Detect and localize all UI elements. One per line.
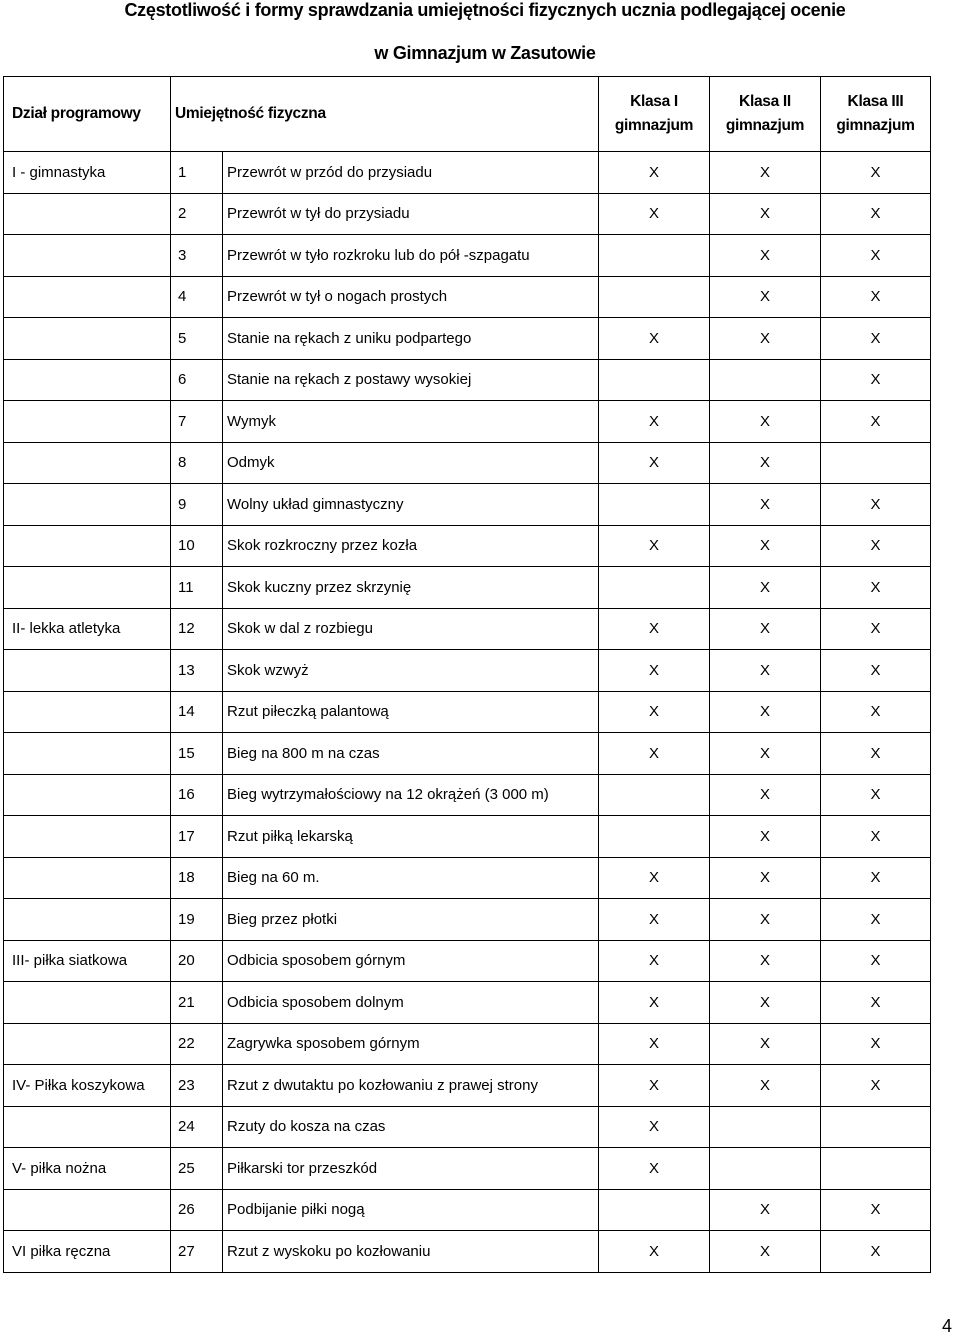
table-cell-klasa-2 [710, 1106, 821, 1148]
table-cell-number: 1 [171, 152, 223, 194]
document-title: Częstotliwość i formy sprawdzania umiejętności fizycznych ucznia podlegającej ocenie [124, 0, 846, 20]
table-cell-klasa-1 [599, 484, 710, 526]
table-cell-dzial [4, 733, 171, 775]
table-row [4, 235, 931, 277]
table-cell-dzial [4, 567, 171, 609]
table-row [4, 276, 931, 318]
table-cell-dzial [4, 193, 171, 235]
table-cell-dzial [4, 484, 171, 526]
table-cell-umiejetnosc: Zagrywka sposobem górnym [223, 1023, 599, 1065]
table-cell-klasa-2: X [710, 650, 821, 692]
table-cell-klasa-2: X [710, 235, 821, 277]
table-cell-klasa-1: X [599, 525, 710, 567]
table-cell-number: 27 [171, 1231, 223, 1273]
table-row [4, 857, 931, 899]
table-cell-klasa-3: X [821, 899, 931, 941]
table-cell-klasa-2 [710, 359, 821, 401]
table-row [4, 193, 931, 235]
header-klasa-3-line1: Klasa III [847, 93, 904, 110]
table-cell-number: 18 [171, 857, 223, 899]
table-cell-klasa-2: X [710, 276, 821, 318]
table-cell-klasa-3 [821, 1106, 931, 1148]
table-cell-klasa-3: X [821, 484, 931, 526]
table-cell-klasa-2: X [710, 691, 821, 733]
table-cell-klasa-2: X [710, 608, 821, 650]
table-row [4, 774, 931, 816]
table-cell-klasa-2: X [710, 857, 821, 899]
table-cell-klasa-2: X [710, 733, 821, 775]
table-cell-number: 24 [171, 1106, 223, 1148]
table-cell-number: 6 [171, 359, 223, 401]
table-row [4, 816, 931, 858]
table-row [4, 401, 931, 443]
table-cell-klasa-2: X [710, 1189, 821, 1231]
header-klasa-2-line1: Klasa II [739, 93, 791, 110]
table-cell-umiejetnosc: Bieg wytrzymałościowy na 12 okrążeń (3 000 m) [223, 774, 599, 816]
table-cell-number: 10 [171, 525, 223, 567]
table-row [4, 1189, 931, 1231]
table-cell-klasa-3: X [821, 1189, 931, 1231]
table-cell-klasa-1: X [599, 899, 710, 941]
table-cell-klasa-3: X [821, 525, 931, 567]
table-cell-klasa-1 [599, 816, 710, 858]
table-cell-umiejetnosc: Przewrót w tyło rozkroku lub do pół -szpagatu [223, 235, 599, 277]
table-row [4, 1231, 931, 1273]
table-cell-klasa-3: X [821, 401, 931, 443]
table-cell-klasa-3: X [821, 691, 931, 733]
table-cell-dzial [4, 857, 171, 899]
table-cell-dzial [4, 982, 171, 1024]
table-cell-klasa-1: X [599, 1231, 710, 1273]
table-cell-number: 12 [171, 608, 223, 650]
table-cell-number: 11 [171, 567, 223, 609]
table-row [4, 1148, 931, 1190]
table-row [4, 608, 931, 650]
table-cell-umiejetnosc: Skok kuczny przez skrzynię [223, 567, 599, 609]
table-cell-klasa-3: X [821, 982, 931, 1024]
table-cell-klasa-2: X [710, 152, 821, 194]
table-cell-klasa-3: X [821, 235, 931, 277]
table-cell-klasa-3: X [821, 1065, 931, 1107]
table-cell-dzial [4, 899, 171, 941]
table-cell-dzial: V- piłka nożna [4, 1148, 171, 1190]
table-cell-umiejetnosc: Przewrót w tył do przysiadu [223, 193, 599, 235]
document-subtitle: w Gimnazjum w Zasutowie [374, 43, 596, 63]
table-cell-dzial [4, 1106, 171, 1148]
table-cell-umiejetnosc: Odbicia sposobem górnym [223, 940, 599, 982]
table-row [4, 1065, 931, 1107]
table-cell-klasa-3: X [821, 193, 931, 235]
table-cell-klasa-1 [599, 567, 710, 609]
table-row [4, 359, 931, 401]
table-cell-dzial: I - gimnastyka [4, 152, 171, 194]
table-cell-klasa-3: X [821, 152, 931, 194]
table-cell-umiejetnosc: Skok w dal z rozbiegu [223, 608, 599, 650]
table-cell-number: 16 [171, 774, 223, 816]
table-cell-dzial [4, 691, 171, 733]
table-cell-dzial [4, 235, 171, 277]
table-cell-umiejetnosc: Stanie na rękach z uniku podpartego [223, 318, 599, 360]
table-cell-klasa-3: X [821, 940, 931, 982]
table-cell-umiejetnosc: Podbijanie piłki nogą [223, 1189, 599, 1231]
table-row [4, 484, 931, 526]
table-cell-klasa-2: X [710, 816, 821, 858]
table-cell-klasa-1: X [599, 1148, 710, 1190]
table-row [4, 650, 931, 692]
table-cell-number: 2 [171, 193, 223, 235]
table-cell-klasa-1 [599, 276, 710, 318]
table-cell-klasa-3: X [821, 1023, 931, 1065]
table-cell-klasa-1: X [599, 1065, 710, 1107]
table-cell-klasa-2 [710, 1148, 821, 1190]
table-cell-klasa-2: X [710, 484, 821, 526]
table-cell-dzial [4, 816, 171, 858]
table-row [4, 940, 931, 982]
table-cell-klasa-1: X [599, 1023, 710, 1065]
table-cell-klasa-1: X [599, 193, 710, 235]
table-cell-dzial: IV- Piłka koszykowa [4, 1065, 171, 1107]
table-cell-number: 4 [171, 276, 223, 318]
table-cell-number: 7 [171, 401, 223, 443]
table-row [4, 733, 931, 775]
table-row [4, 899, 931, 941]
table-cell-klasa-2: X [710, 442, 821, 484]
table-cell-klasa-1: X [599, 1106, 710, 1148]
table-cell-umiejetnosc: Skok rozkroczny przez kozła [223, 525, 599, 567]
table-cell-klasa-1 [599, 235, 710, 277]
table-row [4, 982, 931, 1024]
table-cell-dzial [4, 1189, 171, 1231]
skills-table [3, 76, 931, 1273]
table-cell-number: 21 [171, 982, 223, 1024]
table-row [4, 1106, 931, 1148]
header-klasa-3-line2: gimnazjum [836, 117, 915, 134]
table-cell-umiejetnosc: Piłkarski tor przeszkód [223, 1148, 599, 1190]
table-cell-klasa-1: X [599, 857, 710, 899]
table-cell-umiejetnosc: Wymyk [223, 401, 599, 443]
table-cell-number: 23 [171, 1065, 223, 1107]
table-cell-number: 5 [171, 318, 223, 360]
table-cell-klasa-2: X [710, 567, 821, 609]
table-cell-klasa-3: X [821, 318, 931, 360]
table-row [4, 442, 931, 484]
table-cell-umiejetnosc: Bieg na 800 m na czas [223, 733, 599, 775]
table-cell-dzial: II- lekka atletyka [4, 608, 171, 650]
table-cell-klasa-2: X [710, 193, 821, 235]
table-cell-klasa-1 [599, 359, 710, 401]
table-cell-number: 26 [171, 1189, 223, 1231]
table-cell-klasa-2: X [710, 1231, 821, 1273]
table-cell-klasa-1 [599, 1189, 710, 1231]
table-cell-klasa-2: X [710, 318, 821, 360]
header-klasa-2-line2: gimnazjum [725, 117, 805, 134]
table-cell-klasa-1: X [599, 318, 710, 360]
table-cell-klasa-3: X [821, 816, 931, 858]
table-cell-klasa-2: X [710, 940, 821, 982]
header-klasa-1 [599, 77, 710, 152]
table-cell-umiejetnosc: Rzut piłką lekarską [223, 816, 599, 858]
table-row [4, 318, 931, 360]
table-row [4, 567, 931, 609]
table-cell-klasa-3: X [821, 857, 931, 899]
table-cell-klasa-1: X [599, 152, 710, 194]
table-cell-klasa-2: X [710, 774, 821, 816]
table-cell-klasa-2: X [710, 982, 821, 1024]
table-cell-klasa-3: X [821, 733, 931, 775]
table-cell-dzial [4, 650, 171, 692]
table-cell-klasa-1: X [599, 733, 710, 775]
table-cell-number: 13 [171, 650, 223, 692]
header-klasa-2 [710, 77, 821, 152]
table-row [4, 525, 931, 567]
table-cell-dzial [4, 525, 171, 567]
table-cell-klasa-2: X [710, 401, 821, 443]
table-cell-number: 3 [171, 235, 223, 277]
table-cell-umiejetnosc: Rzuty do kosza na czas [223, 1106, 599, 1148]
table-cell-number: 25 [171, 1148, 223, 1190]
table-cell-umiejetnosc: Przewrót w przód do przysiadu [223, 152, 599, 194]
table-cell-klasa-3: X [821, 650, 931, 692]
table-cell-dzial [4, 774, 171, 816]
table-cell-klasa-1 [599, 774, 710, 816]
table-header-row [4, 77, 931, 152]
table-cell-klasa-1: X [599, 940, 710, 982]
table-cell-umiejetnosc: Rzut z wyskoku po kozłowaniu [223, 1231, 599, 1273]
table-row [4, 691, 931, 733]
table-cell-number: 14 [171, 691, 223, 733]
table-cell-dzial [4, 442, 171, 484]
table-cell-klasa-2: X [710, 525, 821, 567]
table-cell-dzial [4, 1023, 171, 1065]
header-klasa-1-line1: Klasa I [630, 93, 678, 110]
table-cell-number: 9 [171, 484, 223, 526]
table-cell-dzial [4, 276, 171, 318]
table-cell-number: 22 [171, 1023, 223, 1065]
table-cell-klasa-2: X [710, 1023, 821, 1065]
table-cell-klasa-3 [821, 1148, 931, 1190]
table-cell-klasa-3: X [821, 359, 931, 401]
table-cell-umiejetnosc: Rzut piłeczką palantową [223, 691, 599, 733]
table-cell-umiejetnosc: Skok wzwyż [223, 650, 599, 692]
table-cell-number: 17 [171, 816, 223, 858]
table-cell-dzial [4, 318, 171, 360]
table-cell-klasa-3: X [821, 567, 931, 609]
table-cell-umiejetnosc: Bieg przez płotki [223, 899, 599, 941]
table-cell-umiejetnosc: Stanie na rękach z postawy wysokiej [223, 359, 599, 401]
table-cell-klasa-2: X [710, 899, 821, 941]
table-cell-umiejetnosc: Przewrót w tył o nogach prostych [223, 276, 599, 318]
table-cell-umiejetnosc: Rzut z dwutaktu po kozłowaniu z prawej strony [223, 1065, 599, 1107]
table-cell-number: 20 [171, 940, 223, 982]
table-cell-umiejetnosc: Wolny układ gimnastyczny [223, 484, 599, 526]
table-cell-klasa-3: X [821, 774, 931, 816]
header-klasa-3 [821, 77, 931, 152]
table-cell-umiejetnosc: Bieg na 60 m. [223, 857, 599, 899]
table-cell-klasa-1: X [599, 401, 710, 443]
table-row [4, 1023, 931, 1065]
table-cell-umiejetnosc: Odbicia sposobem dolnym [223, 982, 599, 1024]
page-number: 4 [941, 1316, 952, 1336]
table-cell-klasa-3: X [821, 608, 931, 650]
table-cell-klasa-1: X [599, 608, 710, 650]
table-cell-klasa-2: X [710, 1065, 821, 1107]
header-dzial: Dział programowy [4, 77, 171, 152]
table-cell-dzial [4, 359, 171, 401]
table-cell-klasa-3 [821, 442, 931, 484]
table-cell-number: 8 [171, 442, 223, 484]
table-row [4, 152, 931, 194]
table-cell-dzial: III- piłka siatkowa [4, 940, 171, 982]
table-cell-klasa-3: X [821, 276, 931, 318]
table-cell-klasa-1: X [599, 650, 710, 692]
table-cell-klasa-1: X [599, 442, 710, 484]
header-umiejetnosc: Umiejętność fizyczna [171, 77, 599, 152]
table-cell-dzial: VI piłka ręczna [4, 1231, 171, 1273]
header-klasa-1-line2: gimnazjum [614, 117, 694, 134]
table-cell-klasa-1: X [599, 982, 710, 1024]
table-cell-number: 19 [171, 899, 223, 941]
table-cell-klasa-3: X [821, 1231, 931, 1273]
table-cell-umiejetnosc: Odmyk [223, 442, 599, 484]
table-cell-dzial [4, 401, 171, 443]
table-cell-number: 15 [171, 733, 223, 775]
table-cell-klasa-1: X [599, 691, 710, 733]
